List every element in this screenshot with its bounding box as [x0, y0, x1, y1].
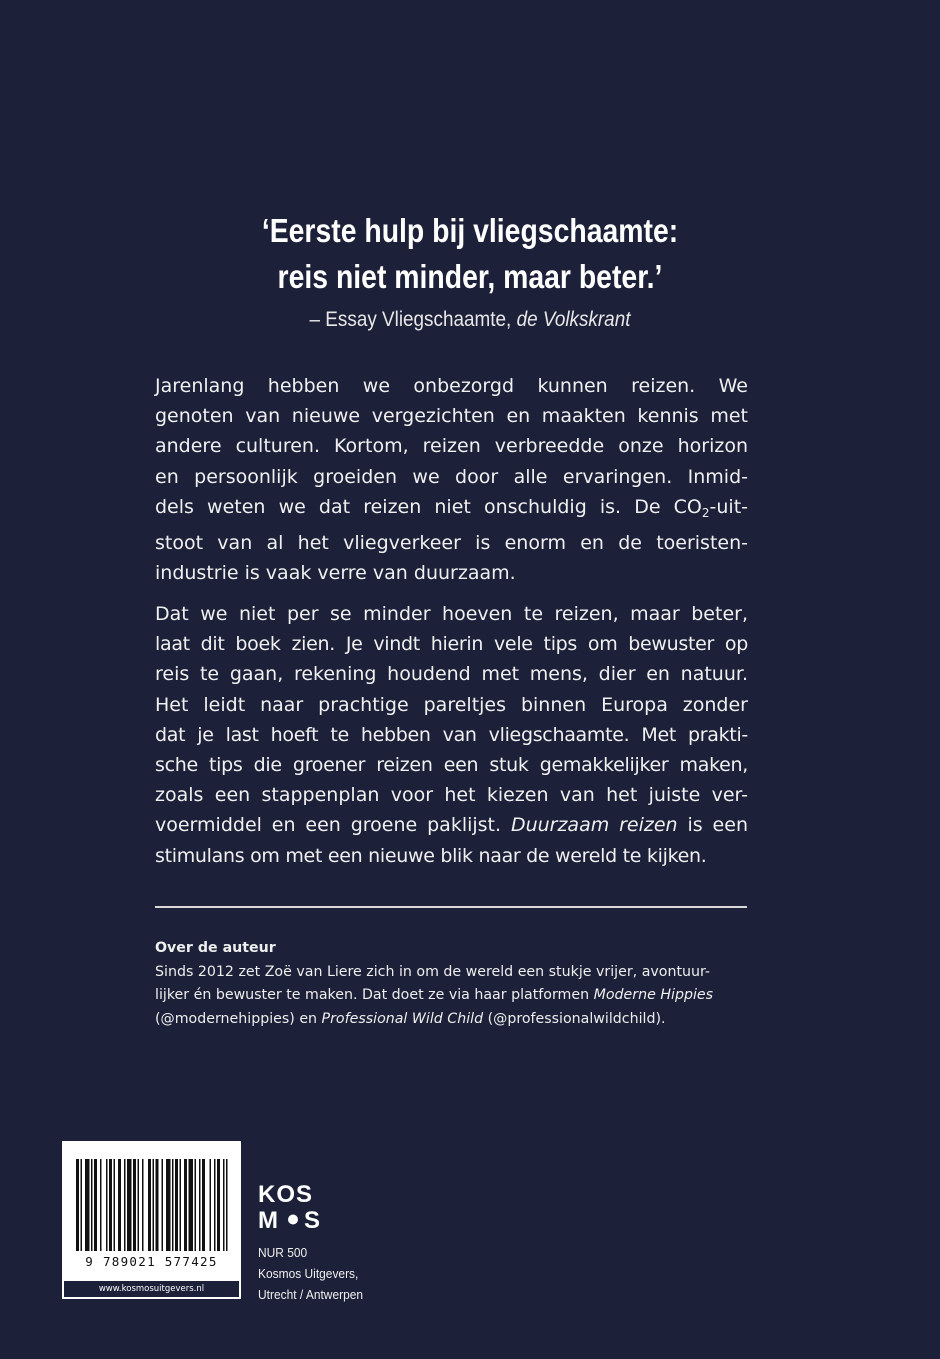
about-text: (@professionalwildchild). — [483, 1010, 666, 1027]
co2-subscript: 2 — [701, 505, 710, 520]
attribution-prefix: – Essay Vliegschaamte, — [309, 308, 512, 331]
line-start: voermiddel en een groene paklijst. — [155, 814, 511, 837]
barcode-bar — [109, 1159, 112, 1251]
barcode-bar — [184, 1159, 187, 1251]
section-divider — [155, 906, 747, 908]
co2-line-start: dels weten we dat reizen niet onschuldig is. De CO — [155, 495, 702, 518]
barcode-bar — [85, 1159, 90, 1251]
logo-text-right: S — [304, 1207, 321, 1230]
blurb-paragraph-1 — [155, 371, 748, 588]
co2-line-end: -uit- — [709, 495, 748, 518]
paragraph-line: andere culturen. Kortom, reizen verbreedde onze horizon — [155, 435, 748, 458]
pull-quote-line-1: ‘Eerste hulp bij vliegschaamte: — [261, 212, 679, 249]
paragraph-line: dat je last hoeft te hebben van vliegschaamte. Met prakti- — [155, 723, 748, 746]
pull-quote-line-2: reis niet minder, maar beter.’ — [277, 258, 663, 295]
barcode-bar — [81, 1159, 83, 1251]
barcode-bar — [142, 1159, 144, 1251]
barcode-bar — [94, 1159, 97, 1251]
paragraph-line: Jarenlang hebben we onbezorgd kunnen reizen. We — [155, 375, 748, 397]
logo-dot-icon — [288, 1215, 298, 1225]
about-text: (@modernehippies) en — [155, 1010, 322, 1027]
publisher-info — [258, 1242, 363, 1305]
barcode-bar — [138, 1159, 140, 1251]
paragraph-line: en persoonlijk groeiden we door alle ervaringen. Inmid- — [155, 465, 748, 488]
barcode-bar — [180, 1159, 182, 1251]
paragraph-line: Dat we niet per se minder hoeven te reizen, maar beter, — [155, 603, 748, 625]
barcode-bar — [217, 1159, 220, 1251]
about-text: lijker én bewuster te maken. Dat doet ze via haar platformen — [155, 987, 594, 1003]
quote-attribution — [47, 306, 893, 334]
barcode-bar — [199, 1159, 201, 1251]
barcode-bar — [214, 1159, 216, 1251]
publisher-name: Kosmos Uitgevers, — [258, 1266, 359, 1281]
logo-text-top: KOS — [258, 1181, 314, 1208]
paragraph-line — [155, 492, 748, 528]
barcode-bar — [114, 1159, 116, 1251]
kosmos-logo — [258, 1180, 328, 1230]
barcode-bar — [162, 1159, 164, 1251]
barcode-bar — [133, 1159, 136, 1251]
paragraph-line — [155, 810, 748, 840]
about-author-heading: Over de auteur — [155, 940, 276, 956]
attribution-source: de Volkskrant — [516, 308, 631, 331]
barcode-bar — [124, 1159, 126, 1251]
blurb-paragraph-2 — [155, 599, 748, 871]
about-line: Sinds 2012 zet Zoë van Liere zich in om de wereld een stukje vrijer, avontuur- — [155, 963, 711, 980]
isbn-number: 9 789021 577425 — [85, 1254, 218, 1269]
barcode-bar — [91, 1159, 93, 1251]
paragraph-line: laat dit boek zien. Je vindt hierin vele tips om bewuster op — [155, 633, 748, 656]
barcode-bar — [148, 1159, 151, 1251]
barcode-bar — [172, 1159, 174, 1251]
barcode-bar — [118, 1159, 121, 1251]
platform-name: Professional Wild Child — [321, 1010, 484, 1027]
about-line — [155, 1008, 747, 1032]
barcode-bar — [223, 1159, 225, 1251]
about-line — [155, 984, 747, 1008]
publisher-location: Utrecht / Antwerpen — [258, 1287, 364, 1302]
logo-text-left: M — [258, 1207, 278, 1230]
barcode-bar — [106, 1159, 108, 1251]
barcode — [62, 1141, 241, 1299]
barcode-bar — [100, 1159, 102, 1251]
barcode-bar — [210, 1159, 212, 1251]
paragraph-line: zoals een stappenplan voor het kiezen van het juiste ver- — [155, 784, 748, 807]
paragraph-line: reis te gaan, rekening houdend met mens, dier en natuur. — [155, 663, 748, 686]
barcode-bar — [189, 1159, 194, 1251]
publisher-website: www.kosmosuitgevers.nl — [64, 1281, 239, 1297]
barcode-bar — [153, 1159, 155, 1251]
barcode-bar — [226, 1159, 228, 1251]
barcode-bar — [175, 1159, 178, 1251]
pull-quote — [66, 208, 874, 300]
barcode-bar — [76, 1159, 79, 1251]
barcode-bar — [195, 1159, 197, 1251]
paragraph-line: sche tips die groener reizen een stuk gemakkelijker maken, — [155, 754, 748, 777]
book-title-italic: Duurzaam reizen — [510, 814, 678, 837]
line-end: is een — [677, 814, 748, 837]
nur-code: NUR 500 — [258, 1245, 308, 1260]
about-author — [155, 937, 747, 1031]
paragraph-line: stimulans om met een nieuwe blik naar de wereld te kijken. — [155, 844, 707, 867]
paragraph-line: stoot van al het vliegverkeer is enorm en de toeristen- — [155, 532, 748, 555]
barcode-bars — [62, 1141, 241, 1256]
barcode-bar — [127, 1159, 132, 1251]
barcode-bar — [156, 1159, 159, 1251]
platform-name: Moderne Hippies — [593, 987, 714, 1003]
barcode-bar — [166, 1159, 171, 1251]
paragraph-line: industrie is vaak verre van duurzaam. — [155, 562, 516, 585]
paragraph-line: genoten van nieuwe vergezichten en maakten kennis met — [155, 405, 748, 428]
barcode-bar — [202, 1159, 205, 1251]
paragraph-line: Het leidt naar prachtige pareltjes binnen Europa zonder — [155, 693, 748, 716]
